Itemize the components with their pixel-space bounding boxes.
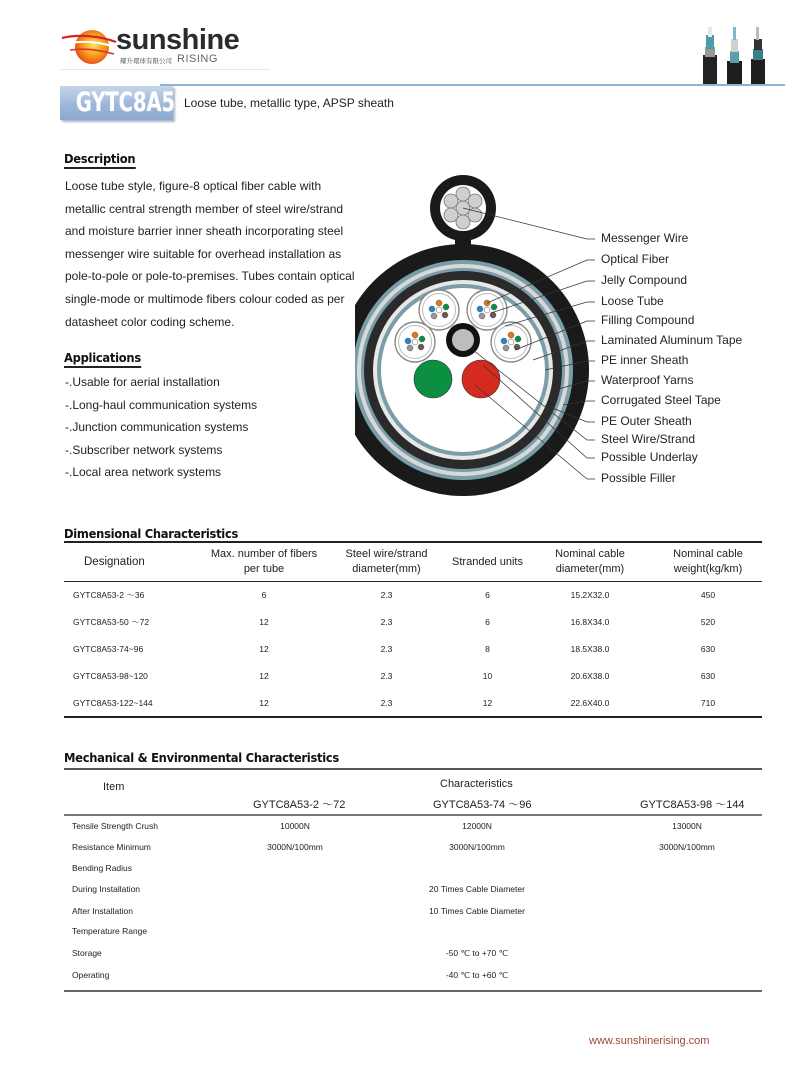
optical-fiber bbox=[418, 344, 424, 350]
optical-fiber bbox=[515, 336, 521, 342]
col-designation: Designation bbox=[84, 555, 145, 568]
description-section-heading bbox=[64, 150, 142, 169]
table-row bbox=[64, 609, 762, 636]
max-fibers-cell: 12 bbox=[259, 643, 269, 654]
mechanical-table-top-rule bbox=[64, 768, 762, 770]
diagram-label: Laminated Aluminum Tape bbox=[601, 333, 743, 347]
mech-characteristics-header: Characteristics bbox=[440, 778, 513, 790]
diagram-label: Optical Fiber bbox=[601, 252, 670, 266]
optical-fiber bbox=[442, 312, 448, 318]
col-steel-wire: Steel wire/strand diameter(mm) bbox=[345, 548, 428, 575]
mech-row-value: 3000N/100mm bbox=[267, 842, 323, 852]
diagram-label: Filling Compound bbox=[601, 313, 695, 327]
mech-row-label: Resistance Minimum bbox=[72, 842, 151, 852]
mech-row-value: 3000N/100mm bbox=[659, 842, 715, 852]
brand-name: sunshine bbox=[116, 24, 240, 56]
description-text: Loose tube style, figure-8 optical fiber cable with metallic central strength member of steel wire/strand and moisture barrier inner sheath incorporating steel messenger wire suitable for overhead installation as pole-to-pole or pole-to-premises. Tubes contain optical single-mode or multimode fibers colour coded as per datasheet color coding scheme. bbox=[65, 179, 355, 329]
mech-row-value: 10000N bbox=[280, 821, 310, 831]
footer-website-link[interactable]: www.sunshinerising.com bbox=[589, 1035, 710, 1047]
sun-swoosh-icon bbox=[60, 26, 120, 66]
optical-fiber bbox=[508, 339, 514, 345]
mech-row-value: -40 ℃ to +60 ℃ bbox=[445, 970, 509, 980]
applications-heading: Applications bbox=[64, 350, 141, 368]
table-row bbox=[64, 582, 762, 609]
dimensional-heading: Dimensional Characteristics bbox=[64, 526, 239, 541]
description-heading: Description bbox=[64, 151, 135, 169]
col-max-fibers: Max. number of fibers per tube bbox=[210, 548, 318, 575]
max-fibers-cell: 12 bbox=[259, 617, 269, 628]
mech-variant-header: GYTC8A53-74 ～96 bbox=[433, 799, 532, 811]
stranded-units-cell: 12 bbox=[482, 697, 493, 708]
applications-list bbox=[65, 371, 257, 484]
mech-variant-header: GYTC8A53-2 ～72 bbox=[253, 799, 346, 811]
designation-cell: GYTC8A53-50 ～72 bbox=[73, 617, 150, 628]
cable-sample-2 bbox=[727, 27, 742, 84]
cable-product-image bbox=[695, 25, 780, 84]
optical-fiber bbox=[477, 306, 483, 312]
optical-fiber bbox=[429, 306, 435, 312]
brand-chinese-name: 耀升環球有限公司 bbox=[120, 58, 172, 65]
diagram-label: Possible Filler bbox=[601, 471, 676, 485]
mech-row-label: Operating bbox=[72, 970, 110, 980]
cable-sample-3 bbox=[751, 27, 765, 84]
designation-cell: GYTC8A53-98~120 bbox=[73, 670, 148, 681]
optical-fiber bbox=[479, 313, 485, 319]
optical-fiber bbox=[503, 345, 509, 351]
model-subtitle: Loose tube, metallic type, APSP sheath bbox=[184, 96, 394, 110]
cable-diameter-cell: 18.5X38.0 bbox=[570, 643, 610, 654]
optical-fiber bbox=[419, 336, 425, 342]
diagram-label: Waterproof Yarns bbox=[601, 373, 694, 387]
cable-diameter-cell: 22.6X40.0 bbox=[570, 697, 610, 708]
list-item: -.Long-haul communication systems bbox=[65, 397, 258, 412]
optical-fiber bbox=[407, 345, 413, 351]
diagram-label: PE inner Sheath bbox=[601, 353, 689, 367]
cable-diameter-cell: 15.2X32.0 bbox=[570, 590, 610, 601]
mechanical-section-heading bbox=[64, 749, 363, 767]
steel-wire-cell: 2.3 bbox=[380, 643, 393, 654]
table-row bbox=[64, 636, 762, 663]
optical-fiber bbox=[491, 304, 497, 310]
cable-weight-cell: 450 bbox=[700, 590, 716, 601]
cable-weight-cell: 710 bbox=[700, 697, 716, 708]
model-badge bbox=[60, 86, 189, 120]
main-cable bbox=[355, 244, 589, 496]
mech-row-label: Temperature Range bbox=[72, 926, 148, 936]
list-item: -.Subscriber network systems bbox=[65, 442, 223, 457]
mechanical-heading: Mechanical & Environmental Characteristics bbox=[64, 750, 340, 765]
cable-weight-cell: 630 bbox=[700, 670, 716, 681]
mech-row-label: Bending Radius bbox=[72, 863, 133, 873]
cable-sample-1 bbox=[703, 27, 717, 84]
table-header-row bbox=[64, 542, 762, 582]
designation-cell: GYTC8A53-122~144 bbox=[73, 697, 153, 708]
loose-tube bbox=[491, 322, 531, 362]
col-cable-diameter: Nominal cable diameter(mm) bbox=[555, 548, 625, 575]
steel-wire-cell: 2.3 bbox=[380, 697, 393, 708]
mech-row-value: -50 ℃ to +70 ℃ bbox=[445, 948, 509, 958]
optical-fiber bbox=[490, 312, 496, 318]
table-row bbox=[64, 662, 762, 689]
steel-wire-cell: 2.3 bbox=[380, 617, 393, 628]
optical-fiber bbox=[484, 307, 490, 313]
diagram-label: Messenger Wire bbox=[601, 231, 689, 245]
optical-fiber bbox=[443, 304, 449, 310]
mech-item-header: Item bbox=[103, 781, 125, 793]
mech-row-value: 12000N bbox=[462, 821, 492, 831]
table-row bbox=[64, 689, 762, 717]
list-item: -.Local area network systems bbox=[65, 465, 222, 480]
optical-fiber bbox=[412, 339, 418, 345]
dimensional-table bbox=[64, 541, 762, 718]
mech-row-value: 13000N bbox=[672, 821, 702, 831]
diagram-label: Jelly Compound bbox=[601, 273, 688, 287]
col-stranded-units: Stranded units bbox=[452, 555, 523, 568]
list-item: -.Usable for aerial installation bbox=[65, 375, 220, 389]
max-fibers-cell: 12 bbox=[259, 670, 269, 681]
diagram-label: Steel Wire/Strand bbox=[601, 432, 696, 446]
mechanical-table-bottom-rule bbox=[64, 990, 762, 992]
optical-fiber bbox=[436, 300, 442, 306]
brand-rising: RISING bbox=[177, 53, 218, 65]
model-code: GYTC8A53 bbox=[75, 87, 189, 118]
cable-weight-cell: 630 bbox=[700, 643, 716, 654]
max-fibers-cell: 12 bbox=[259, 697, 269, 708]
stranded-units-cell: 6 bbox=[485, 590, 490, 601]
applications-section-heading bbox=[64, 349, 148, 368]
max-fibers-cell: 6 bbox=[261, 590, 267, 601]
diagram-label: Possible Underlay bbox=[601, 450, 698, 464]
company-logo bbox=[60, 22, 270, 72]
steel-wire-cell: 2.3 bbox=[380, 590, 393, 601]
steel-wire-cell: 2.3 bbox=[380, 670, 393, 681]
cable-diameter-cell: 16.8X34.0 bbox=[570, 617, 610, 628]
mechanical-table-header-rule bbox=[64, 814, 762, 816]
cable-diameter-cell: 20.6X38.0 bbox=[570, 670, 610, 681]
cross-section-svg bbox=[355, 160, 775, 500]
mech-row-label: After Installation bbox=[72, 906, 133, 916]
logo-divider bbox=[60, 69, 270, 70]
mech-row-label: Storage bbox=[72, 948, 102, 958]
list-item: -.Junction communication systems bbox=[65, 420, 249, 435]
optical-fiber bbox=[508, 332, 514, 338]
mech-row-value: 10 Times Cable Diameter bbox=[429, 906, 525, 916]
mech-variant-header: GYTC8A53-98 ～144 bbox=[640, 799, 745, 811]
optical-fiber bbox=[436, 307, 442, 313]
mech-row-label: Tensile Strength Crush bbox=[72, 821, 158, 831]
diagram-label: Corrugated Steel Tape bbox=[601, 393, 721, 407]
optical-fiber bbox=[501, 338, 507, 344]
optical-fiber bbox=[431, 313, 437, 319]
stranded-units-cell: 6 bbox=[485, 617, 490, 628]
cable-cross-section-diagram bbox=[355, 160, 775, 500]
col-cable-weight: Nominal cable weight(kg/km) bbox=[673, 548, 743, 575]
mech-row-label: During Installation bbox=[72, 884, 141, 894]
mech-row-value: 20 Times Cable Diameter bbox=[429, 884, 525, 894]
diagram-label: Loose Tube bbox=[601, 294, 664, 308]
diagram-label: PE Outer Sheath bbox=[601, 414, 692, 428]
optical-fiber bbox=[405, 338, 411, 344]
mech-row-value: 3000N/100mm bbox=[449, 842, 505, 852]
cable-weight-cell: 520 bbox=[700, 617, 716, 628]
optical-fiber bbox=[412, 332, 418, 338]
loose-tube bbox=[395, 322, 435, 362]
stranded-units-cell: 10 bbox=[482, 670, 493, 681]
header-rule bbox=[160, 84, 785, 86]
designation-cell: GYTC8A53-74~96 bbox=[73, 643, 144, 654]
designation-cell: GYTC8A53-2 ～36 bbox=[73, 590, 145, 601]
stranded-units-cell: 8 bbox=[485, 643, 490, 654]
